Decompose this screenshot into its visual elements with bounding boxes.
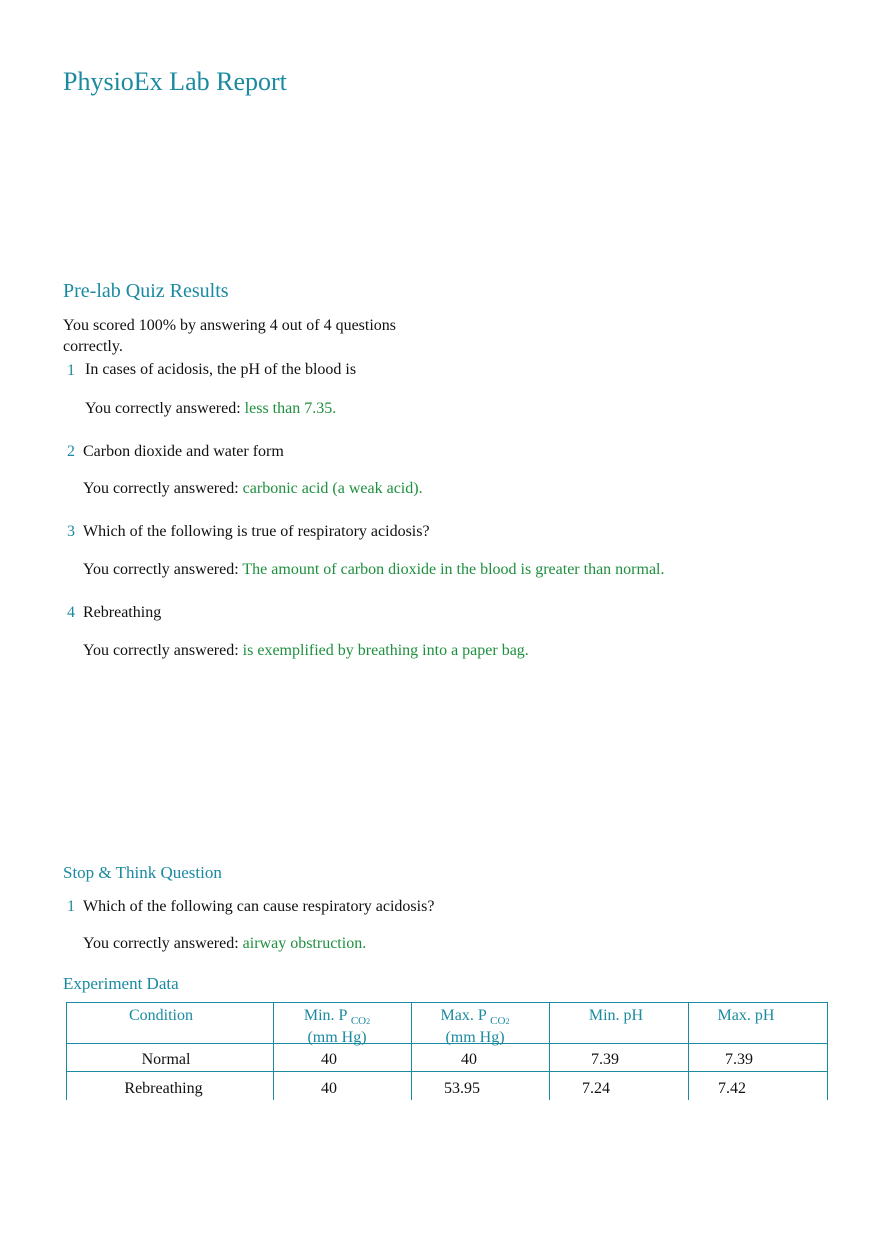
correct-answer: carbonic acid (a weak acid). <box>242 480 423 497</box>
column-header-max-pco2 <box>412 1006 538 1048</box>
table-cell-min-ph: 7.39 <box>591 1051 619 1068</box>
header-unit: (mm Hg) <box>445 1029 505 1046</box>
header-subscript <box>351 1015 370 1027</box>
table-cell-max-pco2: 53.95 <box>444 1080 480 1097</box>
experiment-heading: Experiment Data <box>63 974 179 993</box>
stop-think-heading: Stop & Think Question <box>63 863 222 882</box>
answer-prefix: You correctly answered: <box>83 561 239 578</box>
answer-prefix: You correctly answered: <box>83 480 239 497</box>
report-title: PhysioEx Lab Report <box>63 67 287 96</box>
score-line-2: correctly. <box>63 338 123 355</box>
answer-prefix: You correctly answered: <box>85 400 241 417</box>
table-rule <box>66 1002 828 1003</box>
header-label: Min. P <box>303 1007 347 1024</box>
question-text: Which of the following is true of respiratory acidosis? <box>83 523 430 540</box>
subscript-co: CO <box>350 1015 367 1027</box>
table-rule <box>66 1071 828 1072</box>
correct-answer: airway obstruction. <box>242 935 367 952</box>
table-cell-min-ph: 7.24 <box>582 1080 610 1097</box>
correct-answer: The amount of carbon dioxide in the blood is greater than normal. <box>242 561 665 578</box>
prelab-heading: Pre-lab Quiz Results <box>63 280 229 302</box>
question-number: 4 <box>67 604 75 621</box>
question-number: 3 <box>67 523 75 540</box>
question-number: 2 <box>67 443 75 460</box>
question-text: In cases of acidosis, the pH of the blood is <box>85 361 357 378</box>
answer-prefix: You correctly answered: <box>83 935 239 952</box>
subscript-2: 2 <box>505 1017 510 1026</box>
header-label: Max. P <box>440 1007 487 1024</box>
table-rule <box>827 1002 828 1100</box>
table-cell-max-ph: 7.39 <box>725 1051 753 1068</box>
answer-line <box>83 559 665 580</box>
subscript-2: 2 <box>366 1017 371 1026</box>
answer-line <box>83 478 423 499</box>
column-header-max-ph: Max. pH <box>717 1007 775 1024</box>
table-cell-max-ph: 7.42 <box>718 1080 746 1097</box>
answer-line <box>85 398 336 419</box>
question-number: 1 <box>67 362 75 379</box>
header-unit: (mm Hg) <box>307 1029 367 1046</box>
correct-answer: less than 7.35. <box>244 400 337 417</box>
question-text: Carbon dioxide and water form <box>83 443 284 460</box>
table-cell-condition: Rebreathing <box>124 1080 203 1097</box>
correct-answer: is exemplified by breathing into a paper bag. <box>242 642 529 659</box>
column-header-min-pco2 <box>274 1006 400 1048</box>
table-cell-min-pco2: 40 <box>321 1051 337 1068</box>
question-text: Which of the following can cause respiratory acidosis? <box>83 898 435 915</box>
question-number: 1 <box>67 898 75 915</box>
question-text: Rebreathing <box>83 604 162 621</box>
table-cell-min-pco2: 40 <box>321 1080 337 1097</box>
subscript-co: CO <box>490 1015 506 1027</box>
answer-line <box>83 640 529 661</box>
table-cell-max-pco2: 40 <box>461 1051 477 1068</box>
header-subscript <box>490 1015 509 1027</box>
answer-prefix: You correctly answered: <box>83 642 239 659</box>
column-header-condition: Condition <box>128 1007 193 1024</box>
experiment-data-table <box>66 1002 828 1100</box>
column-header-min-ph: Min. pH <box>588 1007 644 1024</box>
table-cell-condition: Normal <box>141 1051 191 1068</box>
score-line-1: You scored 100% by answering 4 out of 4 questions <box>63 317 397 334</box>
answer-line <box>83 933 366 954</box>
